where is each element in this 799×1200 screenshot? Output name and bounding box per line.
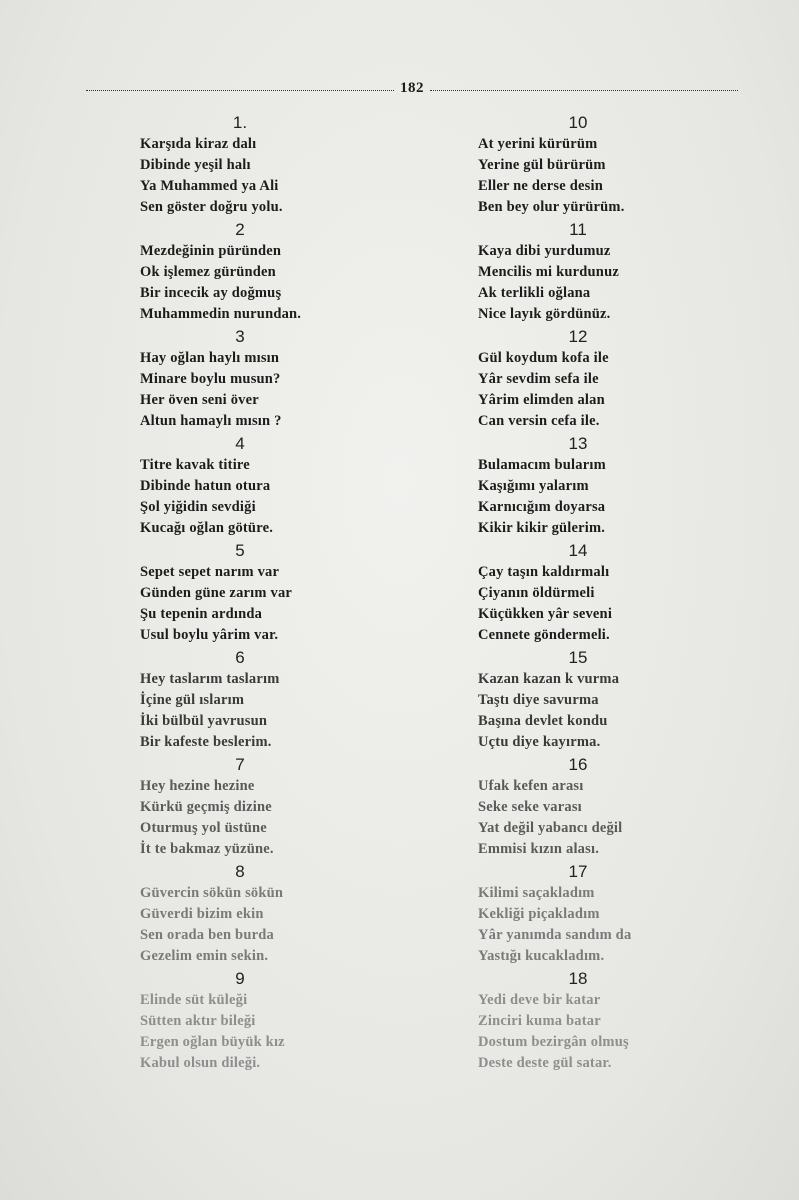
verse-line: Kucağı oğlan götüre.: [140, 520, 274, 536]
verse-line: Ok işlemez güründen: [140, 264, 276, 280]
right-column: [478, 112, 683, 1075]
verse-line: Emmisi kızın alası.: [478, 841, 600, 857]
stanza-number: 8: [235, 862, 245, 881]
stanza: [140, 861, 340, 968]
left-column: [140, 112, 340, 1075]
stanza-number: 3: [235, 327, 245, 346]
verse-line: Uçtu diye kayırma.: [478, 734, 601, 750]
page-number: 182: [400, 80, 424, 96]
stanza-number: 5: [235, 541, 245, 560]
stanza: [478, 433, 683, 540]
verse-line: Kazan kazan k vurma: [478, 671, 620, 687]
verse-line: Can versin cefa ile.: [478, 413, 600, 429]
verse-line: Her öven seni över: [140, 392, 259, 408]
stanza-number: 11: [569, 220, 587, 239]
verse-line: Günden güne zarım var: [140, 585, 293, 601]
stanza: [478, 326, 683, 433]
stanza-number: 18: [568, 969, 588, 988]
verse-line: İki bülbül yavrusun: [140, 713, 268, 729]
verse-line: İt te bakmaz yüzüne.: [140, 841, 274, 857]
verse-line: Başına devlet kondu: [478, 713, 608, 729]
verse-line: Yat değil yabancı değil: [478, 820, 623, 836]
verse-line: Dostum bezirgân olmuş: [478, 1034, 629, 1050]
verse-line: Oturmuş yol üstüne: [140, 820, 267, 836]
verse-line: Gül koydum kofa ile: [478, 350, 609, 366]
verse-line: Yârim elimden alan: [478, 392, 605, 408]
stanza-number: 1.: [232, 113, 248, 132]
verse-line: Şol yiğidin sevdiği: [140, 499, 256, 515]
stanza-number: 12: [568, 327, 588, 346]
verse-line: Taştı diye savurma: [478, 692, 599, 708]
verse-line: Kabul olsun dileği.: [140, 1055, 261, 1071]
verse-line: Yedi deve bir katar: [478, 992, 601, 1008]
verse-line: At yerini kürürüm: [478, 136, 598, 152]
stanza-number: 6: [235, 648, 245, 667]
stanza: [478, 647, 683, 754]
verse-line: Sepet sepet narım var: [140, 564, 280, 580]
verse-line: Sen göster doğru yolu.: [140, 199, 283, 215]
verse-line: Yâr yanımda sandım da: [478, 927, 632, 943]
header-rule-left: [86, 90, 394, 91]
verse-line: Dibinde yeşil halı: [140, 157, 251, 173]
verse-line: Hey taslarım taslarım: [140, 671, 280, 687]
verse-line: Şu tepenin ardında: [140, 606, 263, 622]
verse-line: Güverdi bizim ekin: [140, 906, 264, 922]
verse-line: Muhammedin nurundan.: [140, 306, 302, 322]
verse-line: Seke seke varası: [478, 799, 582, 815]
verse-line: Ak terlikli oğlana: [478, 285, 591, 301]
verse-line: Usul boylu yârim var.: [140, 627, 279, 643]
verse-line: Bir kafeste beslerim.: [140, 734, 272, 750]
verse-line: Ergen oğlan büyük kız: [140, 1034, 285, 1050]
stanza-number: 15: [568, 648, 588, 667]
verse-line: Mezdeğinin püründen: [140, 243, 282, 259]
stanza: [140, 219, 340, 326]
stanza: [478, 861, 683, 968]
verse-line: İçine gül ıslarım: [140, 692, 245, 708]
stanza: [140, 754, 340, 861]
stanza-number: 4: [235, 434, 245, 453]
page-header: [86, 80, 738, 102]
verse-line: Bir incecik ay doğmuş: [140, 285, 282, 301]
stanza-number: 17: [568, 862, 588, 881]
stanza-number: 7: [235, 755, 245, 774]
stanza-number: 10: [568, 113, 588, 132]
verse-line: Ya Muhammed ya Ali: [140, 178, 279, 194]
verse-line: Kilimi saçakladım: [478, 885, 595, 901]
verse-line: Bulamacım bularım: [478, 457, 606, 473]
stanza: [478, 540, 683, 647]
header-rule-right: [430, 90, 738, 91]
verse-line: Gezelim emin sekin.: [140, 948, 269, 964]
verse-line: Çiyanın öldürmeli: [478, 585, 595, 601]
verse-line: Yastığı kucakladım.: [478, 948, 605, 964]
verse-line: Yerine gül bürürüm: [478, 157, 606, 173]
verse-line: Nice layık gördünüz.: [478, 306, 611, 322]
stanza-number: 14: [568, 541, 588, 560]
verse-line: Minare boylu musun?: [140, 371, 281, 387]
stanza: [140, 326, 340, 433]
stanza: [140, 112, 340, 219]
verse-line: Karşıda kiraz dalı: [140, 136, 257, 152]
verse-line: Kaya dibi yurdumuz: [478, 243, 611, 259]
verse-line: Kaşığımı yalarım: [478, 478, 589, 494]
verse-line: Ufak kefen arası: [478, 778, 584, 794]
stanza: [140, 968, 340, 1075]
verse-line: Ben bey olur yürürüm.: [478, 199, 625, 215]
stanza-number: 2: [235, 220, 245, 239]
verse-line: Elinde süt küleği: [140, 992, 248, 1008]
stanza-number: 16: [568, 755, 588, 774]
verse-line: Küçükken yâr seveni: [478, 606, 613, 622]
verse-line: Sen orada ben burda: [140, 927, 274, 943]
verse-line: Kekliği piçakladım: [478, 906, 600, 922]
verse-line: Dibinde hatun otura: [140, 478, 271, 494]
verse-line: Zinciri kuma batar: [478, 1013, 601, 1029]
verse-line: Cennete göndermeli.: [478, 627, 610, 643]
stanza: [478, 112, 683, 219]
verse-line: Hay oğlan haylı mısın: [140, 350, 280, 366]
verse-line: Çay taşın kaldırmalı: [478, 564, 610, 580]
stanza-number: 13: [568, 434, 588, 453]
stanza: [140, 540, 340, 647]
verse-line: Altun hamaylı mısın ?: [140, 413, 282, 429]
verse-line: Güvercin sökün sökün: [140, 885, 284, 901]
verse-line: Karnıcığım doyarsa: [478, 499, 606, 515]
verse-line: Sütten aktır bileği: [140, 1013, 256, 1029]
verse-line: Titre kavak titire: [140, 457, 250, 473]
verse-line: Kürkü geçmiş dizine: [140, 799, 272, 815]
verse-line: Deste deste gül satar.: [478, 1055, 612, 1071]
verse-line: Mencilis mi kurdunuz: [478, 264, 619, 280]
stanza: [478, 219, 683, 326]
stanza: [478, 754, 683, 861]
stanza-number: 9: [235, 969, 245, 988]
verse-line: Hey hezine hezine: [140, 778, 255, 794]
stanza: [140, 647, 340, 754]
verse-line: Kikir kikir gülerim.: [478, 520, 606, 536]
stanza: [478, 968, 683, 1075]
stanza: [140, 433, 340, 540]
verse-line: Yâr sevdim sefa ile: [478, 371, 599, 387]
verse-line: Eller ne derse desin: [478, 178, 603, 194]
